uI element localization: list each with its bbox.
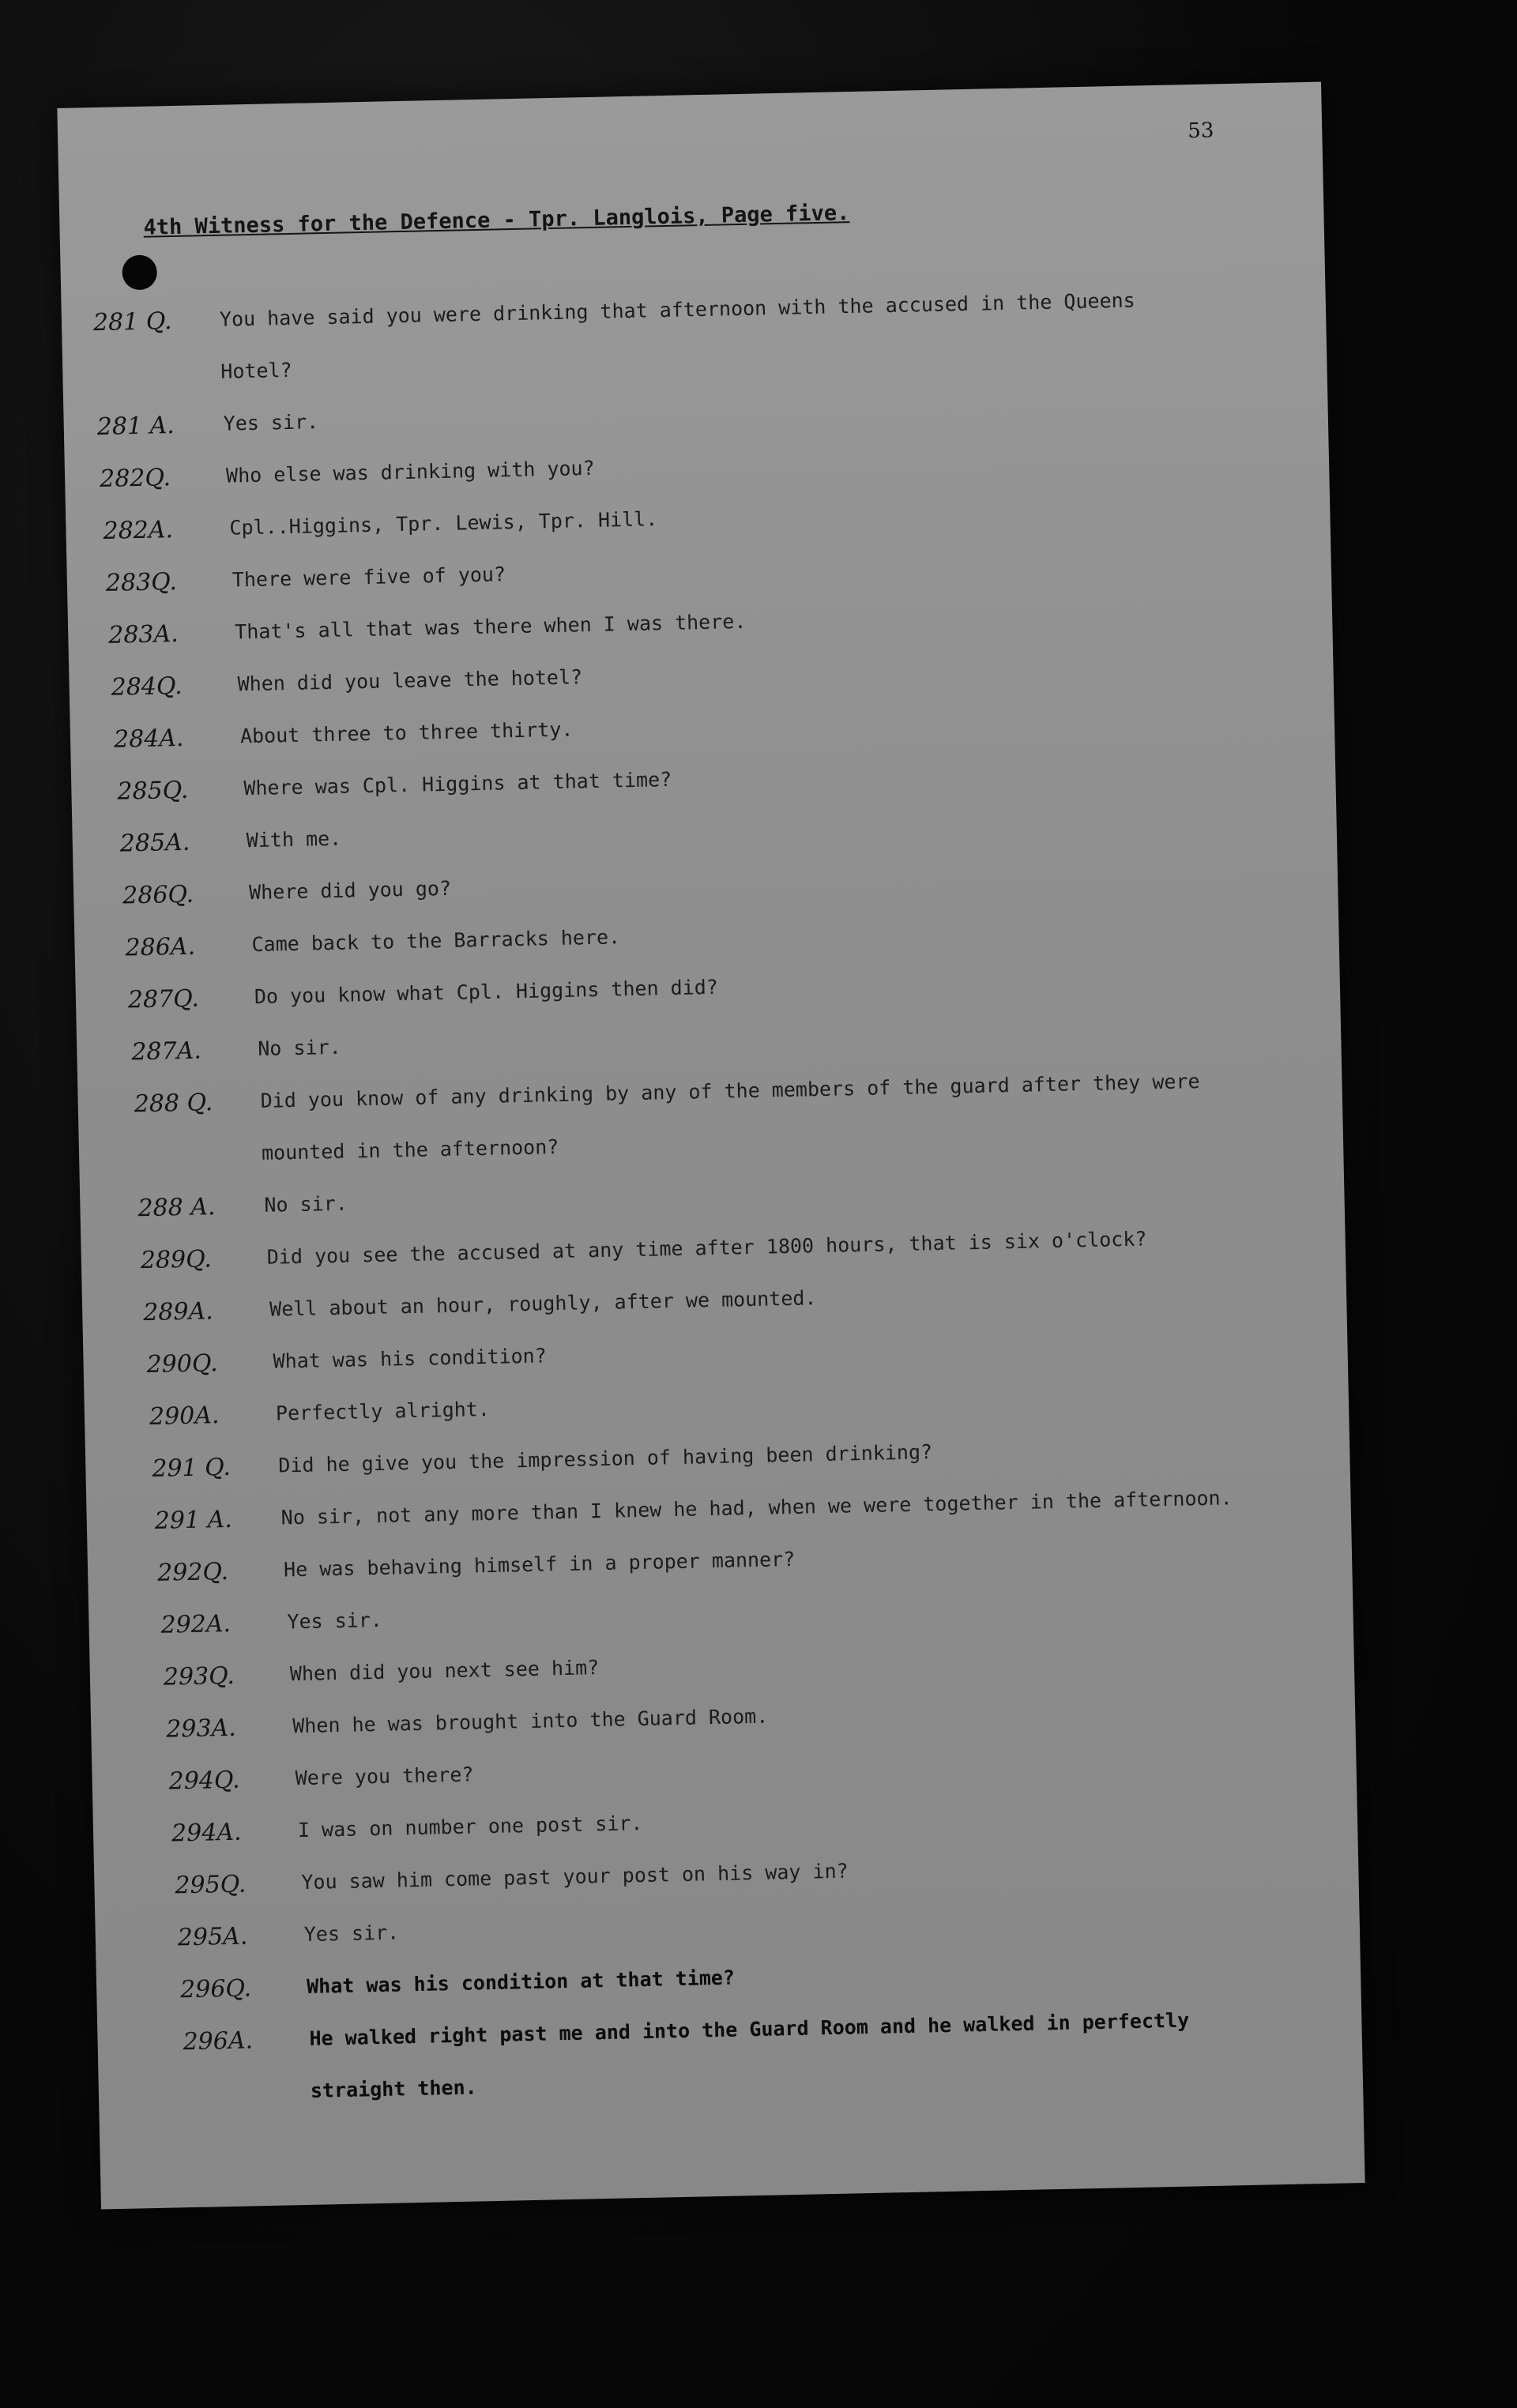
line-number: 296Q. (179, 1974, 252, 2004)
page-number: 53 (1187, 119, 1214, 144)
line-number: 284Q. (111, 672, 183, 702)
line-text: Came back to the Barracks here. (251, 925, 621, 957)
document-page (57, 82, 1365, 2210)
line-text: Did you see the accused at any time after 1800 hours, that is six o'clock? (266, 1227, 1147, 1269)
line-number: 283A. (107, 619, 179, 649)
line-text: No sir. (264, 1191, 348, 1217)
line-number: 289Q. (140, 1245, 213, 1275)
line-number: 286Q. (122, 880, 194, 910)
line-text: There were five of you? (232, 562, 506, 592)
line-text: What was his condition at that time? (306, 1966, 736, 1998)
line-continuation-text: straight then. (310, 2075, 477, 2102)
line-text: That's all that was there when I was there. (234, 609, 747, 644)
line-text: Did you know of any drinking by any of the members of the guard after they were (260, 1070, 1200, 1112)
line-number: 289A. (142, 1297, 214, 1327)
line-text: When did you leave the hotel? (237, 665, 583, 696)
line-number: 293Q. (163, 1661, 235, 1691)
line-number: 290A. (149, 1402, 220, 1431)
line-number: 292A. (160, 1609, 232, 1639)
line-text: When did you next see him? (289, 1656, 600, 1686)
line-number: 291 Q. (152, 1453, 232, 1483)
line-number: 293A. (165, 1714, 237, 1744)
line-number: 285A. (119, 828, 190, 858)
line-number: 282A. (103, 516, 174, 545)
line-text: Perfectly alright. (275, 1397, 491, 1425)
punch-hole (122, 254, 157, 290)
line-number: 294Q. (168, 1766, 240, 1796)
line-number: 287A. (130, 1037, 202, 1067)
line-text: Did he give you the impression of having been drinking? (278, 1440, 933, 1477)
line-text: Do you know what Cpl. Higgins then did? (254, 975, 719, 1009)
line-text: When he was brought into the Guard Room. (292, 1704, 769, 1738)
line-text: Yes sir. (223, 410, 319, 435)
line-number: 282Q. (99, 464, 171, 494)
line-text: Well about an hour, roughly, after we mounted. (269, 1286, 817, 1321)
line-number: 287Q. (127, 984, 200, 1014)
line-text: Were you there? (295, 1763, 474, 1790)
line-text: You have said you were drinking that afternoon with the accused in the Queens (219, 288, 1135, 331)
line-number: 284A. (113, 724, 184, 754)
line-number: 285Q. (117, 776, 189, 806)
line-text: Where was Cpl. Higgins at that time? (243, 767, 672, 800)
line-text: What was his condition? (273, 1344, 548, 1373)
line-number: 295A. (177, 1922, 248, 1952)
line-number: 288 Q. (134, 1089, 213, 1119)
line-continuation-text: Hotel? (220, 358, 292, 383)
line-text: Yes sir. (287, 1608, 383, 1634)
line-text: Who else was drinking with you? (225, 456, 595, 487)
line-text: Where did you go? (248, 876, 452, 905)
line-text: Yes sir. (303, 1921, 400, 1947)
line-number: 283Q. (105, 568, 178, 597)
line-number: 296A. (183, 2026, 254, 2056)
line-text: You saw him come past your post on his way in? (301, 1859, 849, 1894)
line-number: 286A. (125, 932, 196, 962)
line-number: 292Q. (156, 1557, 229, 1587)
line-text: He was behaving himself in a proper manner? (283, 1547, 796, 1582)
line-number: 291 A. (154, 1505, 233, 1535)
transcript-lines (93, 284, 1348, 2134)
document-heading: 4th Witness for the Defence - Tpr. Langlois, Page five. (143, 201, 850, 240)
line-continuation-text: mounted in the afternoon? (261, 1135, 559, 1164)
line-text: With me. (246, 826, 342, 852)
line-number: 294A. (171, 1818, 242, 1848)
line-number: 281 A. (96, 412, 175, 442)
line-number: 288 A. (137, 1193, 216, 1223)
line-number: 290Q. (146, 1349, 218, 1379)
line-text: He walked right past me and into the Guard Room and he walked in perfectly (309, 2008, 1190, 2050)
line-text: Cpl..Higgins, Tpr. Lewis, Tpr. Hill. (229, 507, 658, 540)
line-number: 281 Q. (92, 307, 172, 337)
line-text: About three to three thirty. (239, 717, 574, 748)
line-text: No sir. (258, 1035, 341, 1060)
line-text: I was on number one post sir. (297, 1812, 643, 1842)
line-number: 295Q. (175, 1870, 247, 1900)
line-text: No sir, not any more than I knew he had, when we were together in the afternoon. (280, 1486, 1233, 1529)
